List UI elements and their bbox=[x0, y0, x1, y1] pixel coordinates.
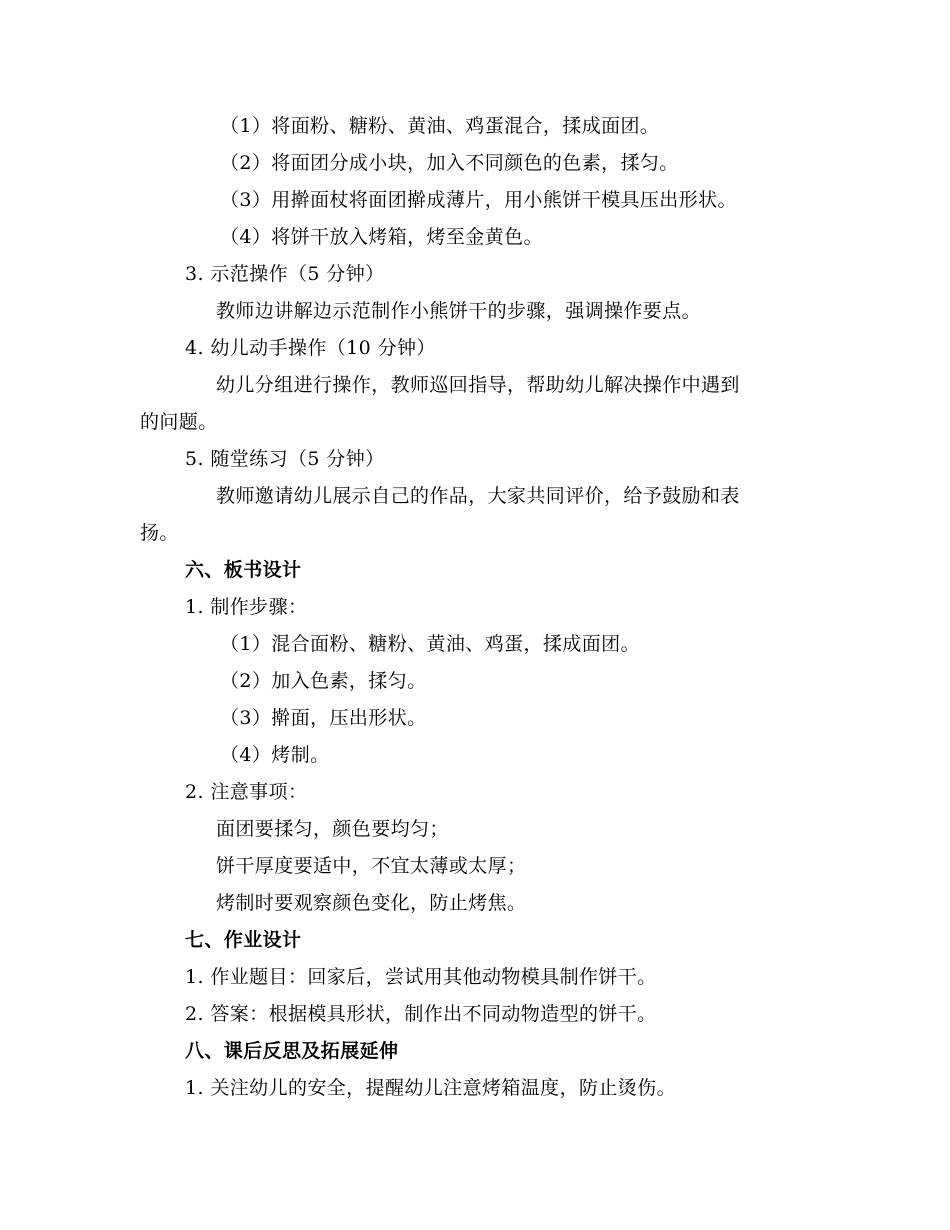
section-practice-text-cont: 扬。 bbox=[140, 522, 179, 544]
board-step-1: （1）混合面粉、糖粉、黄油、鸡蛋，揉成面团。 bbox=[220, 633, 640, 655]
board-notes-title: 2. 注意事项： bbox=[185, 781, 308, 803]
board-step-3: （3）擀面，压出形状。 bbox=[220, 707, 427, 729]
heading-reflection: 八、课后反思及拓展延伸 bbox=[185, 1040, 399, 1062]
heading-board-design: 六、板书设计 bbox=[185, 559, 302, 581]
board-note-3: 烤制时要观察颜色变化，防止烤焦。 bbox=[216, 892, 527, 914]
step-2-text: （2）将面团分成小块，加入不同颜色的色素，揉匀。 bbox=[220, 152, 679, 174]
board-step-4: （4）烤制。 bbox=[220, 744, 330, 766]
step-4-text: （4）将饼干放入烤箱，烤至金黄色。 bbox=[220, 226, 543, 248]
step-3-text: （3）用擀面杖将面团擀成薄片，用小熊饼干模具压出形状。 bbox=[220, 189, 737, 211]
section-practice-title: 5. 随堂练习（5 分钟） bbox=[185, 448, 385, 470]
section-hands-on-title: 4. 幼儿动手操作（10 分钟） bbox=[185, 337, 436, 359]
board-note-2: 饼干厚度要适中，不宜太薄或太厚； bbox=[216, 855, 527, 877]
heading-homework: 七、作业设计 bbox=[185, 929, 302, 951]
homework-answer: 2. 答案：根据模具形状，制作出不同动物造型的饼干。 bbox=[185, 1003, 657, 1025]
section-demo-title: 3. 示范操作（5 分钟） bbox=[185, 263, 385, 285]
reflection-item-1: 1. 关注幼儿的安全，提醒幼儿注意烤箱温度，防止烫伤。 bbox=[185, 1077, 676, 1099]
homework-question: 1. 作业题目：回家后，尝试用其他动物模具制作饼干。 bbox=[185, 966, 657, 988]
step-1-text: （1）将面粉、糖粉、黄油、鸡蛋混合，揉成面团。 bbox=[220, 115, 660, 137]
section-practice-text: 教师邀请幼儿展示自己的作品，大家共同评价，给予鼓励和表 bbox=[216, 485, 740, 507]
board-note-1: 面团要揉匀，颜色要均匀； bbox=[216, 818, 449, 840]
board-step-2: （2）加入色素，揉匀。 bbox=[220, 670, 427, 692]
section-hands-on-text: 幼儿分组进行操作，教师巡回指导，帮助幼儿解决操作中遇到 bbox=[216, 374, 740, 396]
section-hands-on-text-cont: 的问题。 bbox=[140, 411, 218, 433]
section-demo-text: 教师边讲解边示范制作小熊饼干的步骤，强调操作要点。 bbox=[216, 300, 702, 322]
board-steps-title: 1. 制作步骤： bbox=[185, 596, 308, 618]
